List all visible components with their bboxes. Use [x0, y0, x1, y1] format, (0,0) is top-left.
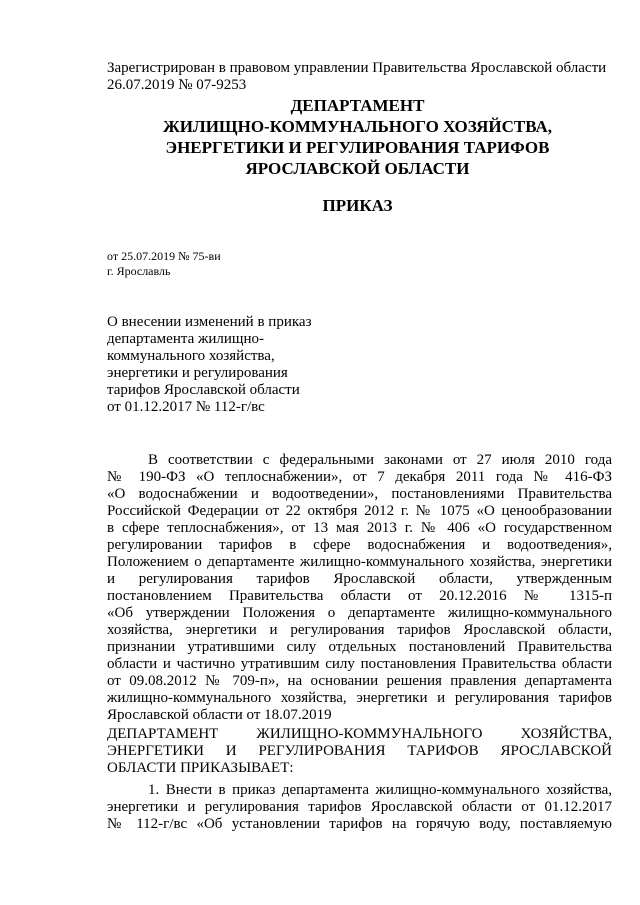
preamble-line: и регулирования тарифов Ярославской области, утвержденным: [107, 571, 612, 587]
orders-statement-line: ДЕПАРТАМЕНТ ЖИЛИЩНО-КОММУНАЛЬНОГО ХОЗЯЙСТВА,: [107, 726, 612, 742]
subject-line-6: от 01.12.2017 № 112-г/вс: [107, 399, 265, 415]
preamble-line: регулировании тарифов в сфере водоснабжения и водоотведения»,: [107, 537, 612, 553]
subject-line-4: энергетики и регулирования: [107, 365, 288, 381]
subject-line-1: О внесении изменений в приказ: [107, 314, 312, 330]
preamble-line: Российской Федерации от 22 октября 2012 г. № 1075 «О ценообразовании: [107, 503, 612, 519]
preamble-line: признании утратившими силу отдельных постановлений Правительства: [107, 639, 612, 655]
department-title-line-4: ЯРОСЛАВСКОЙ ОБЛАСТИ: [245, 159, 470, 178]
department-title-line-2: ЖИЛИЩНО-КОММУНАЛЬНОГО ХОЗЯЙСТВА,: [163, 117, 552, 136]
preamble-line: области и частично утратившим силу постановления Правительства области: [107, 656, 612, 672]
item-1-line: № 112-г/вс «Об установлении тарифов на горячую воду, поставляемую: [107, 816, 612, 832]
preamble-line: от 09.08.2012 № 709-п», на основании решения правления департамента: [107, 673, 612, 689]
preamble-line: хозяйства, энергетики и регулирования тарифов Ярославской области,: [107, 622, 612, 638]
orders-statement-line: ОБЛАСТИ ПРИКАЗЫВАЕТ:: [107, 760, 294, 776]
preamble-line: «О водоснабжении и водоотведении», постановлениями Правительства: [107, 486, 612, 502]
order-date-number: от 25.07.2019 № 75-ви: [107, 249, 221, 263]
department-title-line-3: ЭНЕРГЕТИКИ И РЕГУЛИРОВАНИЯ ТАРИФОВ: [165, 138, 550, 157]
item-1-line: энергетики и регулирования тарифов Ярославской области от 01.12.2017: [107, 799, 612, 815]
orders-statement-line: ЭНЕРГЕТИКИ И РЕГУЛИРОВАНИЯ ТАРИФОВ ЯРОСЛАВСКОЙ: [107, 743, 612, 759]
subject-line-5: тарифов Ярославской области: [107, 382, 300, 398]
registration-line-1: Зарегистрирован в правовом управлении Правительства Ярославской области: [107, 60, 607, 76]
preamble-line: Ярославской области от 18.07.2019: [107, 707, 332, 723]
preamble-line: в сфере теплоснабжения», от 13 мая 2013 г. № 406 «О государственном: [107, 520, 612, 536]
preamble-line: В соответствии с федеральными законами от 27 июля 2010 года: [148, 452, 612, 468]
subject-line-3: коммунального хозяйства,: [107, 348, 275, 364]
preamble-line: постановлением Правительства области от 20.12.2016 № 1315-п: [107, 588, 612, 604]
preamble-line: № 190-ФЗ «О теплоснабжении», от 7 декабря 2011 года № 416-ФЗ: [107, 469, 612, 485]
preamble-line: «Об утверждении Положения о департаменте жилищно-коммунального: [107, 605, 612, 621]
registration-line-2: 26.07.2019 № 07-9253: [107, 77, 247, 93]
order-city: г. Ярославль: [107, 264, 171, 278]
item-1-line: 1. Внести в приказ департамента жилищно-коммунального хозяйства,: [148, 782, 612, 798]
document-type-title: ПРИКАЗ: [322, 196, 393, 215]
department-title-line-1: ДЕПАРТАМЕНТ: [290, 96, 425, 115]
preamble-line: Положением о департаменте жилищно-коммунального хозяйства, энергетики: [107, 554, 612, 570]
preamble-line: жилищно-коммунального хозяйства, энергетики и регулирования тарифов: [107, 690, 612, 706]
subject-line-2: департамента жилищно-: [107, 331, 264, 347]
